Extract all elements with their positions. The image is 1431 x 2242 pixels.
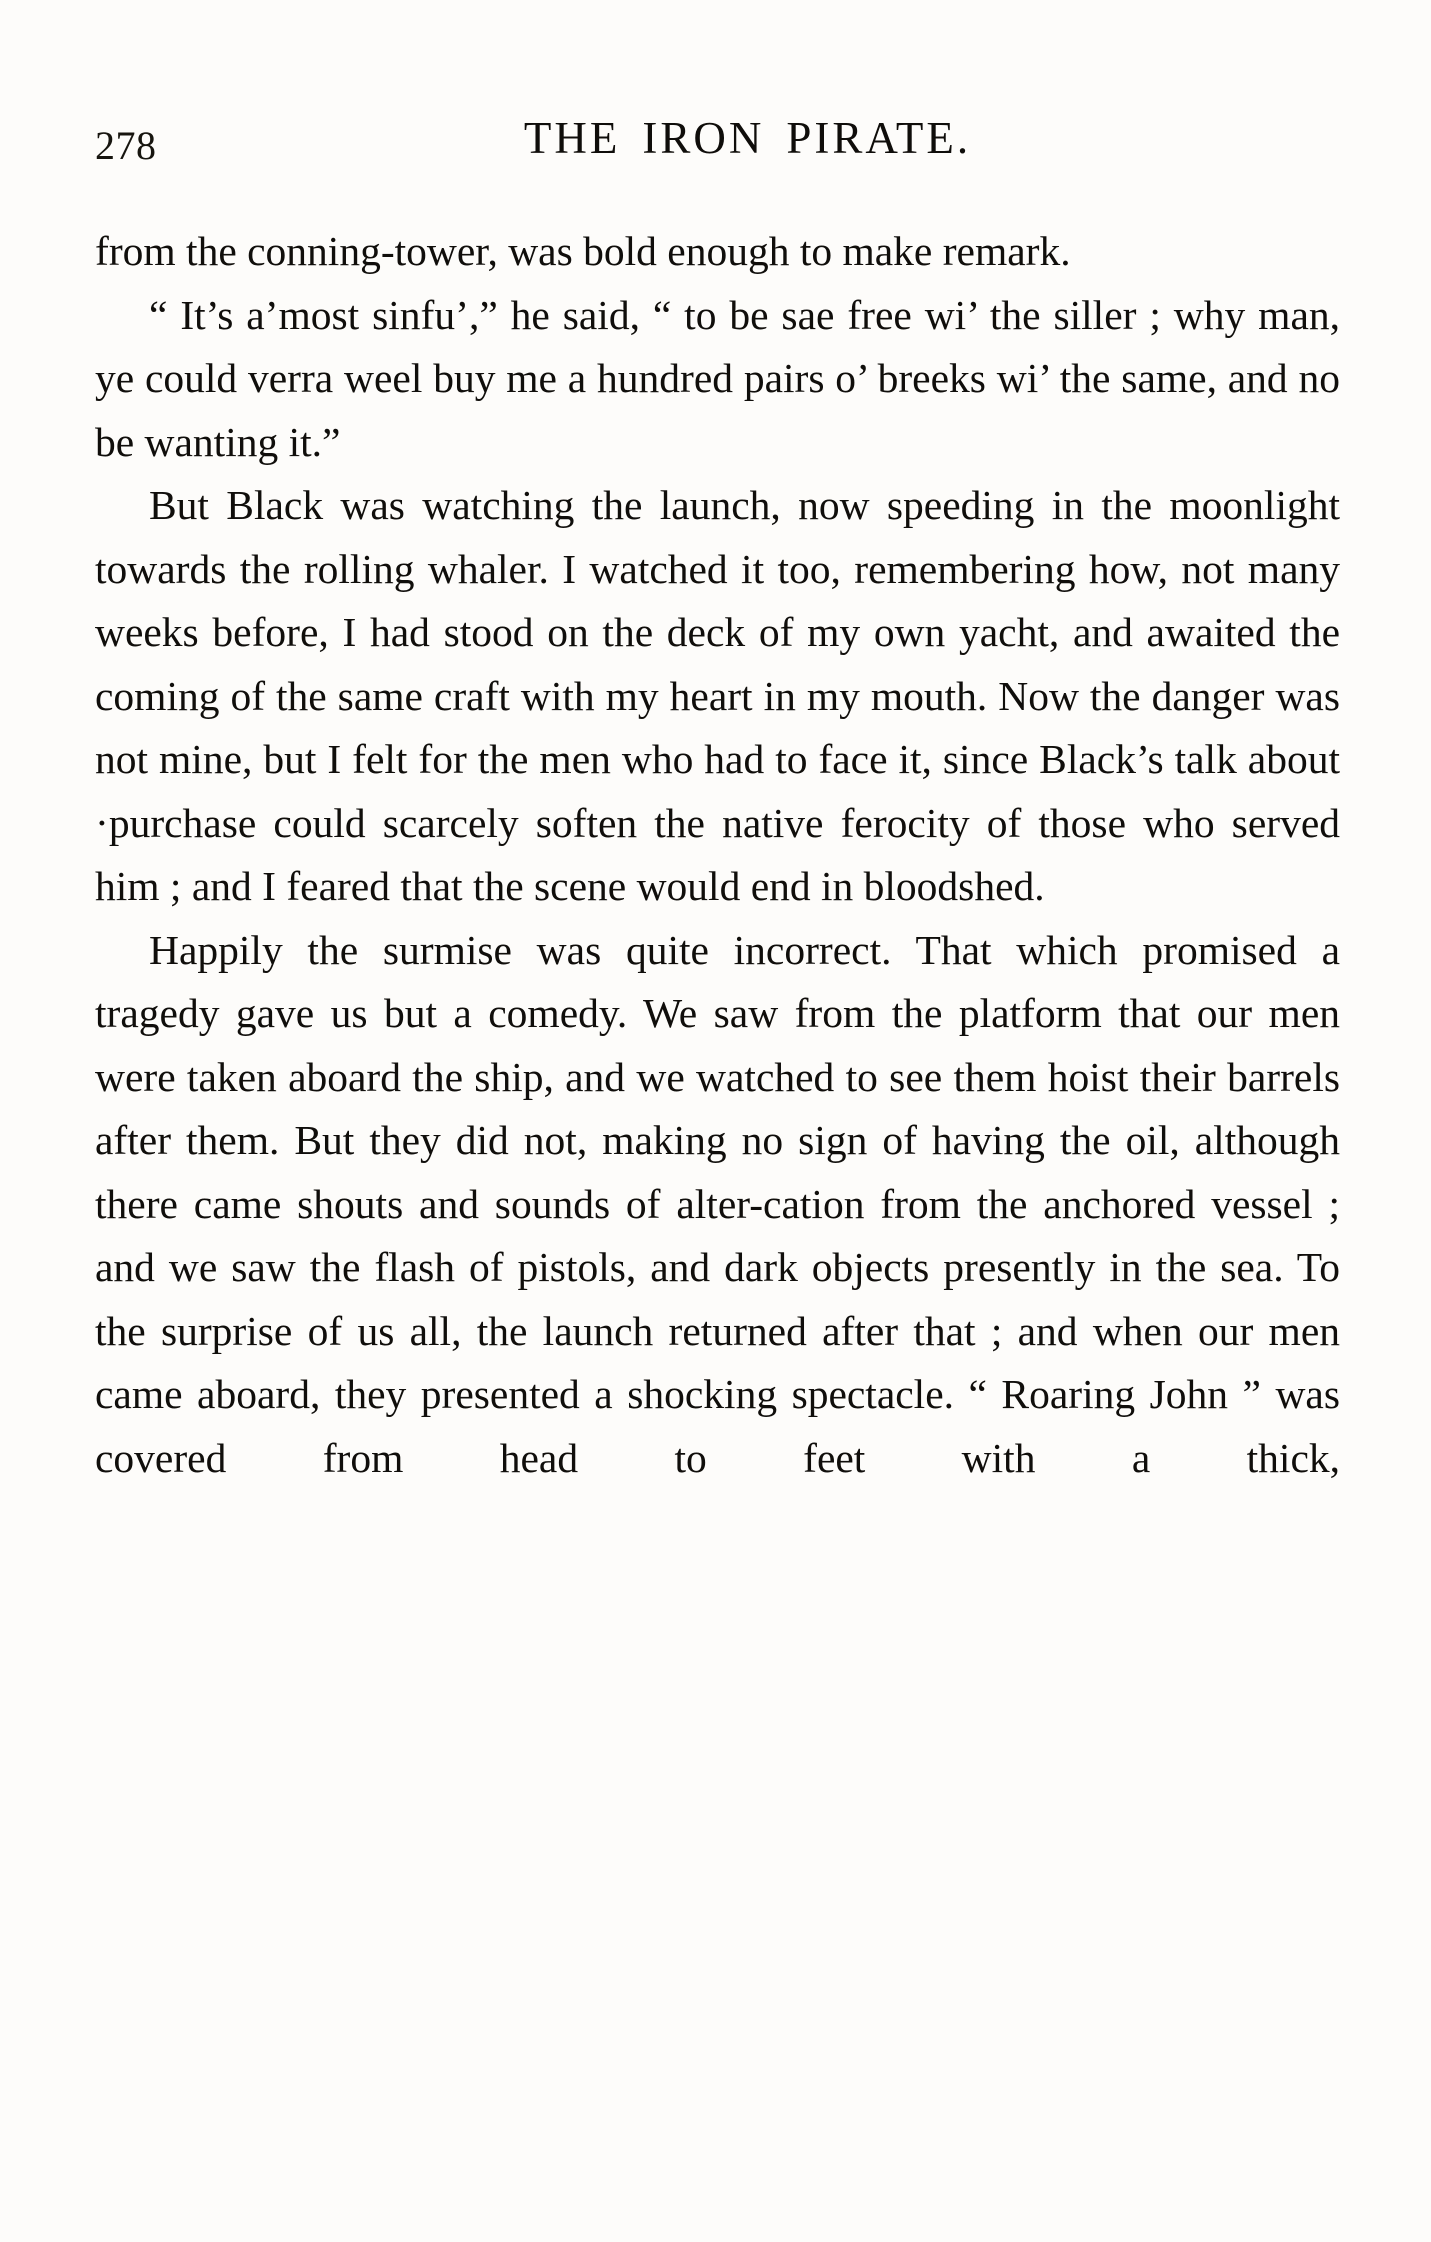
- paragraph: from the conning-tower, was bold enough to make remark.: [95, 228, 1071, 274]
- paragraph: “ It’s a’most sinfu’,” he said, “ to be sae free wi’ the siller ; why man, ye could verra weel buy me a hundred pairs o’ breeks wi’ the same, and no be wanting it.”: [95, 291, 1340, 465]
- page-header: [95, 110, 1340, 206]
- body-text: [95, 220, 1340, 1554]
- page-number: 278: [95, 123, 157, 168]
- paragraph: But Black was watching the launch, now speeding in the moonlight towards the rolling whaler. I watched it too, remembering how, not many weeks before, I had stood on the deck of my own yacht, and awaited the coming of the same craft with my heart in my mouth. Now the danger was not mine, but I felt for the men who had to face it, since Black’s talk about ·purchase could scarcely soften the native ferocity of those who served him ; and I feared that the scene would end in bloodshed.: [95, 482, 1340, 909]
- running-title-word: IRON: [642, 113, 765, 163]
- page-content: [95, 110, 1340, 1554]
- running-title-word: THE: [523, 113, 621, 163]
- paragraph: Happily the surmise was quite incorrect. That which promised a tragedy gave us but a comedy. We saw from the platform that our men were taken aboard the ship, and we watched to see them hoist their barrels after them. But they did not, making no sign of having the oil, although there came shouts and sounds of alter-cation from the anchored vessel ; and we saw the flash of pistols, and dark objects presently in the sea. To the surprise of us all, the launch returned after that ; and when our men came aboard, they presented a shocking spectacle. “ Roaring John ” was covered from head to feet with a thick,: [95, 926, 1340, 1481]
- running-title-word: PIRATE.: [786, 113, 972, 163]
- running-title: [95, 112, 1340, 164]
